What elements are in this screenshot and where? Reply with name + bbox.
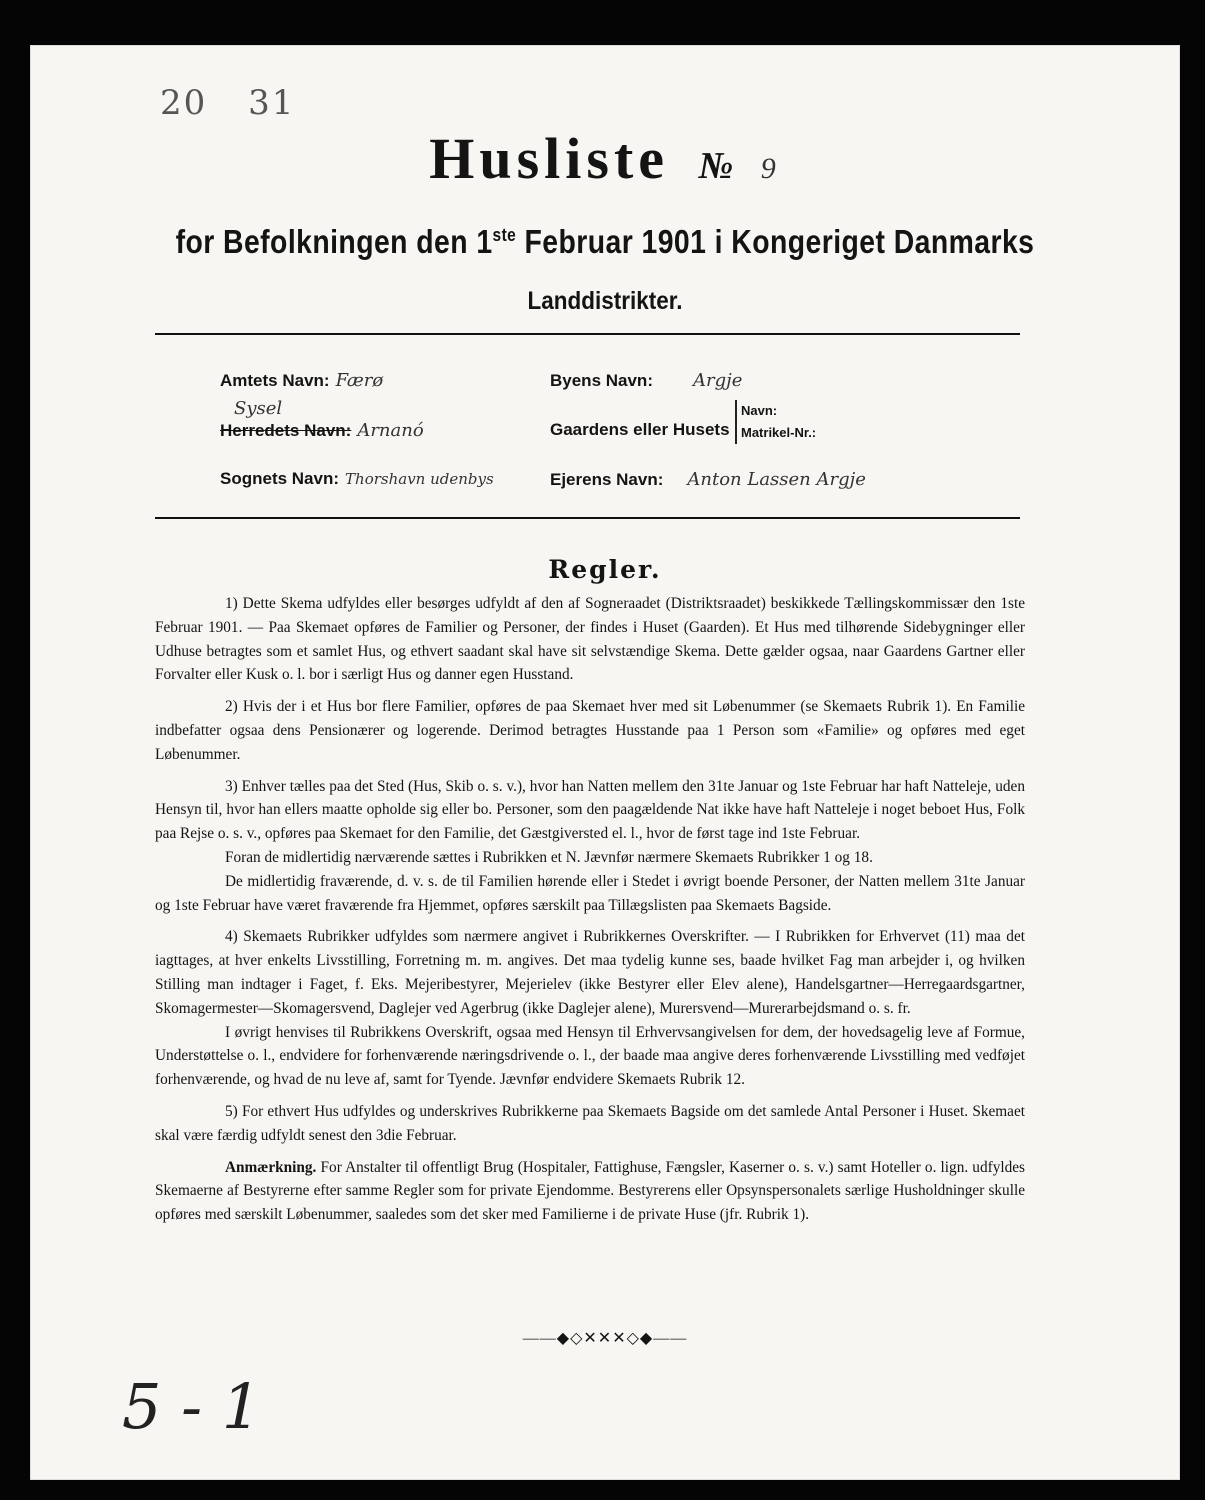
by-value: Argje bbox=[692, 370, 743, 391]
rule-1: 1) Dette Skema udfyldes eller besørges udfyldt af den af Sogneraadet (Distriktsraadet) beskikkede Tællingskommissær den 1ste Februar 1901. — Paa Skemaet opføres de Familier og Personer, der findes i Huset (Gaarden). Et Hus med tilhørende Sidebygninger eller Udhuse betragtes som et samlet Hus, og ethvert saadant skal have sit selvstændige Skema. Dette gælder ogsaa, naar Gaardens Gartner eller Forvalter eller Kusk o. l. bor i særligt Hus og danner egen Husstand. bbox=[155, 595, 1025, 684]
sogn-field bbox=[220, 469, 494, 489]
rule-3-absent: De midlertidig fraværende, d. v. s. de til Familien hørende eller i Stedet i øvrigt boende Personer, der Natten mellem 31te Januar og 1ste Februar have været fraværende fra Hjemmet, opføres særskilt paa Tillægslisten paa Skemaets Bagside. bbox=[155, 872, 1025, 914]
rule-4: 4) Skemaets Rubrikker udfyldes som nærmere angivet i Rubrikkernes Overskrifter. — I Rubrikken for Erhvervet (11) maa det iagttages, at hver enkelts Livsstilling, Forretning m. m. angives. Det maa tydelig kunne ses, baade hvilket Fag man arbejder i, og hvilken Stilling man indtager i Faget, f. Eks. Mejeribestyrer, Mejerielev (ikke Bestyrer eller Elev alene), Handelsgartner—Herregaardsgartner, Skomagermester—Skomagersvend, Daglejer ved Agerbrug (ikke Daglejer alene), Murersvend—Murerarbejdsmand o. s. fr. bbox=[155, 928, 1025, 1017]
sogn-label: Sognets Navn: bbox=[220, 469, 340, 488]
form-number: 9 bbox=[760, 152, 781, 185]
reference-numbers bbox=[160, 83, 323, 123]
top-divider bbox=[155, 333, 1020, 335]
rule-3-continued: Foran de midlertidig nærværende sættes i Rubrikken et N. Jævnfør nærmere Skemaets Rubrikker 1 og 18. bbox=[225, 848, 873, 866]
note-label: Anmærkning. bbox=[225, 1158, 317, 1176]
subtitle-post: Februar 1901 i Kongeriget Danmarks bbox=[516, 223, 1035, 260]
amt-field bbox=[220, 370, 383, 391]
ejer-value: Anton Lassen Argje bbox=[687, 469, 866, 490]
note-text: For Anstalter til offentligt Brug (Hospitaler, Fattighuse, Fængsler, Kaserner o. s. v.) samt Hoteller o. lign. udfyldes Skemaerne af Bestyrerne efter samme Regler som for private Ejendomme. Bestyrerens eller Opsynspersonalets særlige Husholdninger skulle opføres med særskilt Løbenummer, saaledes som det sker med Familierne i de private Huse (jfr. Rubrik 1). bbox=[155, 1158, 1025, 1224]
by-field bbox=[550, 370, 742, 391]
gaard-matrikel-label: Matrikel-Nr.: bbox=[741, 425, 817, 440]
gaard-navn-label: Navn: bbox=[741, 403, 778, 418]
handwritten-marker: 5 - 1 bbox=[122, 1370, 262, 1443]
ref-number: 20 bbox=[160, 83, 208, 123]
herred-label: Herredets Navn: bbox=[220, 421, 352, 440]
by-label: Byens Navn: bbox=[550, 371, 653, 390]
subtitle-pre: for Befolkningen den 1 bbox=[175, 223, 493, 260]
form-title bbox=[30, 125, 1180, 192]
herred-correction: Sysel bbox=[234, 398, 283, 419]
district-label: Landdistrikter. bbox=[527, 287, 683, 315]
rules-text bbox=[155, 592, 1025, 1235]
amt-label: Amtets Navn: bbox=[220, 371, 330, 390]
note bbox=[155, 1156, 1025, 1227]
ref-number: 31 bbox=[248, 83, 296, 123]
number-label: № bbox=[698, 145, 734, 187]
ornament-divider: ——◆◇✕✕✕◇◆—— bbox=[522, 1330, 688, 1347]
sogn-value: Thorshavn udenbys bbox=[345, 470, 494, 488]
rule-4-continued: I øvrigt henvises til Rubrikkens Overskrift, ogsaa med Hensyn til Erhvervsangivelsen for dem, der hovedsagelig leve af Formue, Understøttelse o. l., endvidere for forhenværende næringsdrivende o. l., der baade maa angive deres forhenværende Livsstilling med vedføjet forhenværende, og hvad de nu leve af, samt for Tyende. Jævnfør endvidere Skemaets Rubrik 12. bbox=[155, 1023, 1025, 1089]
census-form-page bbox=[30, 45, 1180, 1480]
herred-field bbox=[220, 398, 424, 441]
rule-3: 3) Enhver tælles paa det Sted (Hus, Skib o. s. v.), hvor han Natten mellem den 31te Januar og 1ste Februar har haft Natteleje, uden Hensyn til, hvor han ellers maatte opholde sig eller bo. Personer, som den paagældende Nat ikke have haft Natteleje i noget beboet Hus, Folk paa Rejse o. s. v., opføres paa Skemaet for den Familie, det Gæstgiversted el. l., hvor de først tage ind 1ste Februar. bbox=[155, 777, 1025, 843]
herred-value: Arnanó bbox=[357, 420, 424, 441]
bottom-divider bbox=[155, 517, 1020, 519]
ejer-field bbox=[550, 469, 866, 490]
ejer-label: Ejerens Navn: bbox=[550, 470, 664, 489]
form-subtitle bbox=[111, 223, 1100, 261]
gaard-label: Gaardens eller Husets bbox=[550, 420, 730, 439]
subtitle-sup: ste bbox=[492, 225, 517, 245]
title-text: Husliste bbox=[429, 126, 670, 191]
rule-5: 5) For ethvert Hus udfyldes og underskrives Rubrikkerne paa Skemaets Bagside om det samlede Antal Personer i Huset. Skemaet skal være færdig udfyldt senest den 3die Februar. bbox=[155, 1102, 1025, 1144]
gaard-brace bbox=[735, 400, 816, 444]
amt-value: Færø bbox=[335, 370, 384, 391]
rule-2: 2) Hvis der i et Hus bor flere Familier, opføres de paa Skemaet hver med sit Løbenummer (se Skemaets Rubrik 1). En Familie indbefatter ogsaa dens Pensionærer og logerende. Derimod betragtes Husstande paa 1 Person som «Familie» og opføres med eget Løbenummer. bbox=[155, 698, 1025, 763]
gaard-field bbox=[550, 420, 730, 440]
rules-title: Regler. bbox=[548, 555, 662, 584]
